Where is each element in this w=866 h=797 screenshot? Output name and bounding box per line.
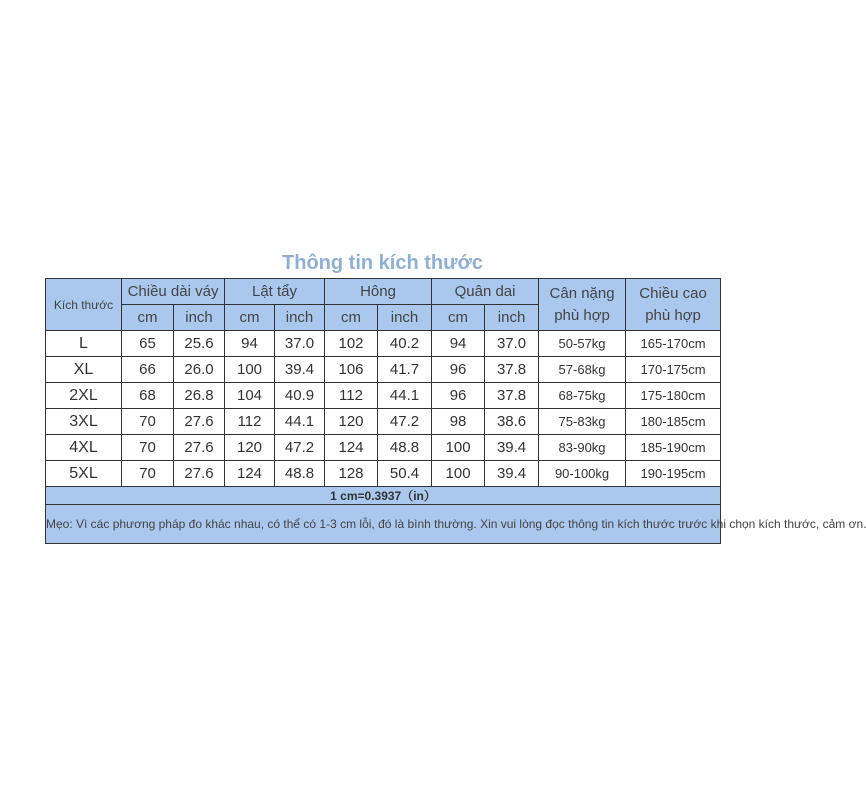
table-row — [46, 357, 721, 383]
cell-bust-inch: 48.8 — [275, 461, 325, 487]
cell-length-inch: 27.6 — [174, 461, 225, 487]
size-chart-table — [45, 278, 866, 544]
cell-weight: 50-57kg — [539, 331, 626, 357]
cell-waist-cm: 94 — [432, 331, 485, 357]
cell-waist-cm: 98 — [432, 409, 485, 435]
conversion-note: 1 cm=0.3937（in） — [46, 487, 721, 505]
cell-hip-inch: 48.8 — [378, 435, 432, 461]
cell-weight: 68-75kg — [539, 383, 626, 409]
cell-bust-cm: 124 — [225, 461, 275, 487]
cell-hip-inch: 40.2 — [378, 331, 432, 357]
cell-bust-cm: 120 — [225, 435, 275, 461]
cell-waist-inch: 37.8 — [485, 357, 539, 383]
cell-weight: 90-100kg — [539, 461, 626, 487]
header-weight-line1: Cân nặng — [549, 284, 615, 302]
table-row — [46, 435, 721, 461]
cell-bust-inch: 44.1 — [275, 409, 325, 435]
cell-waist-cm: 100 — [432, 435, 485, 461]
cell-height: 175-180cm — [626, 383, 721, 409]
cell-bust-inch: 40.9 — [275, 383, 325, 409]
cell-hip-cm: 124 — [325, 435, 378, 461]
table-row — [46, 331, 721, 357]
cell-length-cm: 66 — [122, 357, 174, 383]
cell-hip-cm: 106 — [325, 357, 378, 383]
cell-length-cm: 70 — [122, 435, 174, 461]
cell-bust-cm: 100 — [225, 357, 275, 383]
cell-weight: 57-68kg — [539, 357, 626, 383]
cell-hip-cm: 102 — [325, 331, 378, 357]
cell-bust-inch: 47.2 — [275, 435, 325, 461]
cell-bust-cm: 112 — [225, 409, 275, 435]
header-hip-cm: cm — [325, 305, 378, 331]
measurement-tip: Mẹo: Vì các phương pháp đo khác nhau, có thể có 1-3 cm lỗi, đó là bình thường. Xin vui lòng đọc thông tin kích thước trước khi chọn kích thước, cảm ơn. — [46, 505, 721, 544]
cell-length-inch: 27.6 — [174, 409, 225, 435]
cell-height: 180-185cm — [626, 409, 721, 435]
header-bust: Lật tẩy — [225, 279, 325, 305]
cell-length-inch: 27.6 — [174, 435, 225, 461]
page-title: Thông tin kích thước — [282, 252, 483, 274]
cell-hip-cm: 128 — [325, 461, 378, 487]
cell-height: 185-190cm — [626, 435, 721, 461]
cell-waist-cm: 96 — [432, 357, 485, 383]
cell-length-inch: 26.8 — [174, 383, 225, 409]
cell-size: L — [46, 331, 122, 357]
cell-bust-cm: 104 — [225, 383, 275, 409]
cell-waist-cm: 100 — [432, 461, 485, 487]
header-size: Kích thước — [46, 279, 122, 331]
header-bust-inch: inch — [275, 305, 325, 331]
cell-bust-inch: 39.4 — [275, 357, 325, 383]
header-height-line1: Chiều cao — [639, 284, 707, 302]
cell-size: XL — [46, 357, 122, 383]
cell-weight: 75-83kg — [539, 409, 626, 435]
cell-waist-inch: 37.8 — [485, 383, 539, 409]
cell-hip-inch: 41.7 — [378, 357, 432, 383]
cell-size: 4XL — [46, 435, 122, 461]
header-weight-line2: phù hợp — [554, 306, 610, 324]
header-hip-inch: inch — [378, 305, 432, 331]
cell-length-inch: 25.6 — [174, 331, 225, 357]
cell-bust-inch: 37.0 — [275, 331, 325, 357]
header-bust-cm: cm — [225, 305, 275, 331]
header-waist-cm: cm — [432, 305, 485, 331]
cell-hip-cm: 120 — [325, 409, 378, 435]
header-hip: Hông — [325, 279, 432, 305]
header-height-line2: phù hợp — [645, 306, 701, 324]
header-length-inch: inch — [174, 305, 225, 331]
cell-height: 170-175cm — [626, 357, 721, 383]
cell-waist-inch: 37.0 — [485, 331, 539, 357]
cell-hip-inch: 44.1 — [378, 383, 432, 409]
cell-waist-inch: 38.6 — [485, 409, 539, 435]
cell-size: 2XL — [46, 383, 122, 409]
cell-bust-cm: 94 — [225, 331, 275, 357]
header-length-cm: cm — [122, 305, 174, 331]
cell-weight: 83-90kg — [539, 435, 626, 461]
cell-length-cm: 65 — [122, 331, 174, 357]
table-row — [46, 383, 721, 409]
cell-height: 190-195cm — [626, 461, 721, 487]
cell-hip-inch: 50.4 — [378, 461, 432, 487]
table-row — [46, 461, 721, 487]
cell-length-cm: 70 — [122, 409, 174, 435]
cell-length-cm: 70 — [122, 461, 174, 487]
cell-size: 5XL — [46, 461, 122, 487]
cell-waist-inch: 39.4 — [485, 461, 539, 487]
header-weight — [539, 279, 626, 331]
cell-waist-inch: 39.4 — [485, 435, 539, 461]
cell-length-cm: 68 — [122, 383, 174, 409]
cell-length-inch: 26.0 — [174, 357, 225, 383]
header-waist: Quân dai — [432, 279, 539, 305]
cell-hip-cm: 112 — [325, 383, 378, 409]
cell-waist-cm: 96 — [432, 383, 485, 409]
header-height — [626, 279, 721, 331]
cell-height: 165-170cm — [626, 331, 721, 357]
header-waist-inch: inch — [485, 305, 539, 331]
cell-hip-inch: 47.2 — [378, 409, 432, 435]
table-row — [46, 409, 721, 435]
cell-size: 3XL — [46, 409, 122, 435]
header-length: Chiều dài váy — [122, 279, 225, 305]
